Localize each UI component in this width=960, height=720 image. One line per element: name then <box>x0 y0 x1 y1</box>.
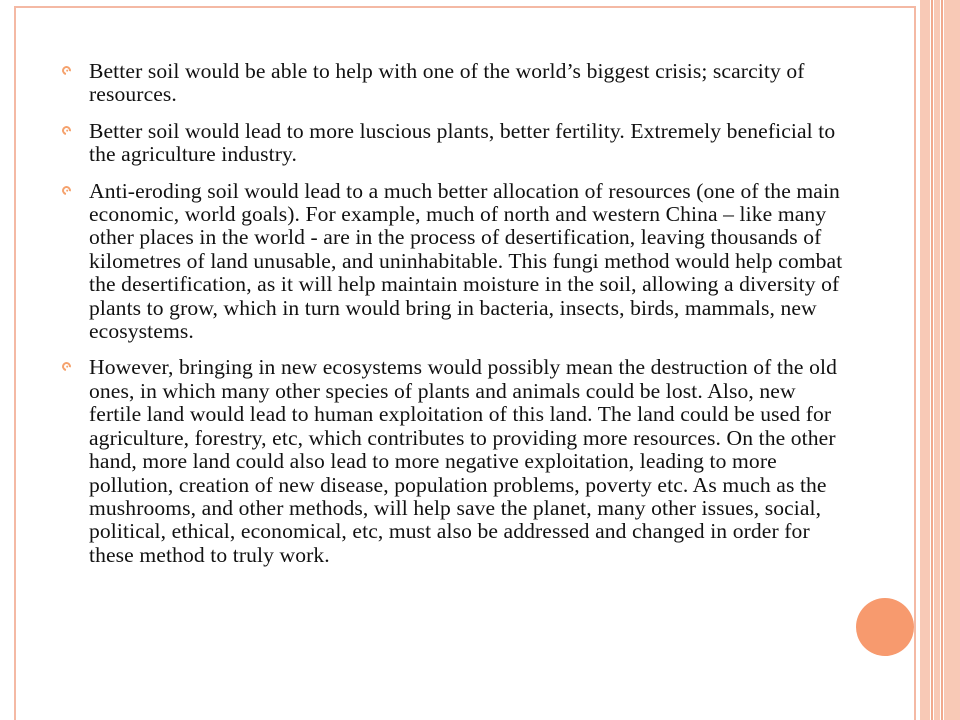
bullet-text: Better soil would lead to more luscious plants, better fertility. Extremely beneficial to the agriculture industry. <box>89 118 836 167</box>
decorative-orange-circle <box>856 598 914 656</box>
bullet-ring-icon <box>60 124 73 137</box>
bullet-item-2 <box>60 120 850 167</box>
bullet-list <box>60 60 850 580</box>
decorative-band-1 <box>920 0 930 720</box>
decorative-line-2 <box>941 0 943 720</box>
decorative-line-1 <box>931 0 933 720</box>
bullet-item-4 <box>60 356 850 567</box>
bullet-text: Better soil would be able to help with one of the world’s biggest crisis; scarcity of resources. <box>89 59 805 107</box>
bullet-ring-icon <box>60 64 73 77</box>
bullet-text: However, bringing in new ecosystems would possibly mean the destruction of the old ones, in which many other species of plants and animals could be lost. Also, new fertile land would lead to human exploitation of this land. The land could be used for agriculture, forestry, etc, which contributes to providing more resources. On the other hand, more land could also lead to more negative exploitation, leading to more pollution, creation of new disease, population problems, poverty etc. As much as the mushrooms, and other methods, will help save the planet, many other issues, social, political, ethical, economical, etc, must also be addressed and changed in order for these method to truly work. <box>89 355 837 567</box>
bullet-ring-icon <box>60 361 73 374</box>
decorative-band-3 <box>944 0 960 720</box>
bullet-ring-icon <box>60 184 73 197</box>
decorative-band-2 <box>934 0 940 720</box>
bullet-item-3 <box>60 180 850 344</box>
bullet-item-1 <box>60 60 850 107</box>
bullet-text: Anti-eroding soil would lead to a much better allocation of resources (one of the main economic, world goals). For example, much of north and western China – like many other places in the world - are in the process of desertification, leaving thousands of kilometres of land unusable, and uninhabitable. This fungi method would help combat the desertification, as it will help maintain moisture in the soil, allowing a diversity of plants to grow, which in turn would bring in bacteria, insects, birds, mammals, new ecosystems. <box>89 178 843 344</box>
